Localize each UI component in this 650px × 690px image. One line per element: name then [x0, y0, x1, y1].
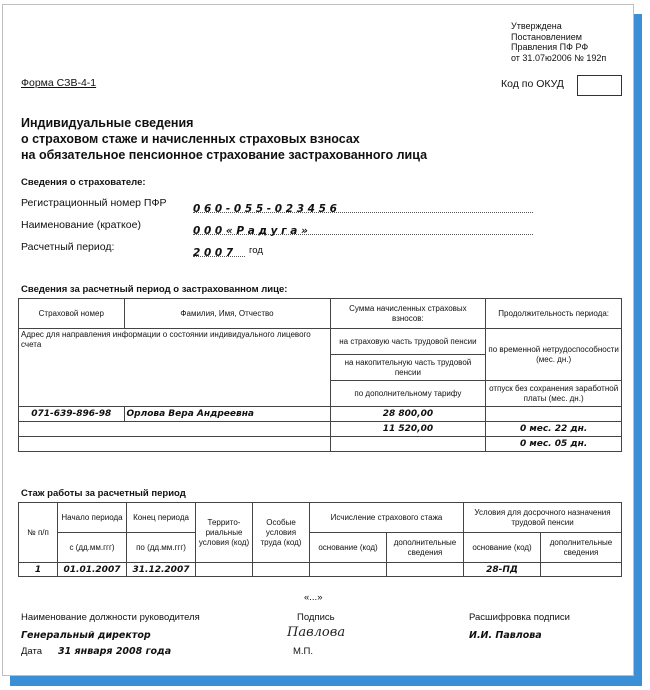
- h-territorial: Террито-риальные условия (код): [196, 503, 253, 563]
- decoding-value[interactable]: И.И. Павлова: [469, 630, 542, 641]
- h-end: Конец периода: [127, 503, 196, 533]
- h-early-extra: дополнительные сведения: [541, 533, 622, 563]
- h-start: Начало периода: [58, 503, 127, 533]
- empty-cell: [19, 437, 331, 452]
- ellipsis: «...»: [304, 592, 323, 603]
- h-early-basis: основание (код): [464, 533, 541, 563]
- row-end[interactable]: 31.12.2007: [127, 563, 196, 577]
- period-unit: год: [249, 245, 263, 256]
- date-label: Дата: [21, 646, 43, 657]
- date-value[interactable]: 31 января 2008 года: [58, 646, 172, 657]
- full-name-value[interactable]: Орлова Вера Андреевна: [124, 407, 330, 422]
- row-early-basis[interactable]: 28-ПД: [464, 563, 541, 577]
- stage-table: [18, 502, 622, 577]
- stamp-label: М.П.: [293, 646, 314, 657]
- h-num: № п/п: [19, 503, 58, 563]
- row-territorial[interactable]: [196, 563, 253, 577]
- sum-labor-label: на страховую часть трудовой пенсии: [330, 329, 486, 355]
- name-label: Наименование (краткое): [21, 219, 141, 231]
- h-to: по (дд.мм.ггг): [127, 533, 196, 563]
- okud-field[interactable]: [577, 75, 622, 96]
- insurer-header: Сведения о страхователе:: [21, 177, 146, 188]
- empty-cell: [19, 422, 331, 437]
- signature-label: Подпись: [297, 612, 335, 623]
- dur-unpaid-label: отпуск без сохранения заработной платы (мес. дн.): [486, 381, 622, 407]
- sum-funded-label: на накопительную часть трудовой пенсии: [330, 355, 486, 381]
- insured-table: [18, 298, 622, 452]
- stage-header: Стаж работы за расчетный период: [21, 488, 186, 499]
- address-cell: Адрес для направления информации о состоянии индивидуального лицевого счета: [19, 329, 331, 407]
- reg-number-label: Регистрационный номер ПФР: [21, 197, 167, 209]
- dur-sick-label: по временной нетрудоспособности (мес. дн.): [486, 329, 622, 381]
- approval-note: Утверждена Постановлением Правления ПФ РФ от 31.07ю2006 № 192п: [511, 21, 607, 63]
- period-field[interactable]: 2 0 0 7: [193, 243, 245, 257]
- row-num[interactable]: 1: [19, 563, 58, 577]
- col-full-name: Фамилия, Имя, Отчество: [124, 299, 330, 329]
- signature-value: Павлова: [287, 625, 346, 640]
- h-special: Особые условия труда (код): [253, 503, 310, 563]
- name-field[interactable]: 0 0 0 « Р а д у г а »: [193, 221, 533, 235]
- duration-empty-cell: [486, 407, 622, 422]
- position-label: Наименование должности руководителя: [21, 612, 200, 623]
- position-value[interactable]: Генеральный директор: [21, 630, 151, 641]
- okud-label: Код по ОКУД: [501, 78, 564, 90]
- h-calc-extra: дополнительные сведения: [387, 533, 464, 563]
- row-calc-extra[interactable]: [387, 563, 464, 577]
- row-calc-basis[interactable]: [310, 563, 387, 577]
- insurance-number-value[interactable]: 071-639-896-98: [19, 407, 125, 422]
- row-special[interactable]: [253, 563, 310, 577]
- empty-cell: [330, 437, 486, 452]
- h-from: с (дд.мм.ггг): [58, 533, 127, 563]
- h-calc: Исчисление страхового стажа: [310, 503, 464, 533]
- col-duration: Продолжительность периода:: [486, 299, 622, 329]
- h-calc-basis: основание (код): [310, 533, 387, 563]
- row-start[interactable]: 01.01.2007: [58, 563, 127, 577]
- row-early-extra[interactable]: [541, 563, 622, 577]
- sum1-value[interactable]: 28 800,00: [330, 407, 486, 422]
- h-early: Условия для досрочного назначения трудовой пенсии: [464, 503, 622, 533]
- col-insurance-number: Страховой номер: [19, 299, 125, 329]
- dur1-value[interactable]: 0 мес. 22 дн.: [486, 422, 622, 437]
- decoding-label: Расшифровка подписи: [469, 612, 570, 623]
- dur2-value[interactable]: 0 мес. 05 дн.: [486, 437, 622, 452]
- col-contributions: Сумма начисленных страховых взносов:: [330, 299, 486, 329]
- reg-number-field[interactable]: 0 6 0 - 0 5 5 - 0 2 3 4 5 6: [193, 199, 533, 213]
- sum2-value[interactable]: 11 520,00: [330, 422, 486, 437]
- form-label: Форма СЗВ-4-1: [21, 77, 97, 89]
- sum-additional-label: по дополнительному тарифу: [330, 381, 486, 407]
- form-page: [2, 4, 634, 676]
- insured-header: Сведения за расчетный период о застрахованном лице:: [21, 284, 288, 295]
- page-title: Индивидуальные сведения о страховом стаже и начисленных страховых взносах на обязательное пенсионное страхование застрахованного лица: [21, 116, 428, 162]
- period-label: Расчетный период:: [21, 241, 115, 253]
